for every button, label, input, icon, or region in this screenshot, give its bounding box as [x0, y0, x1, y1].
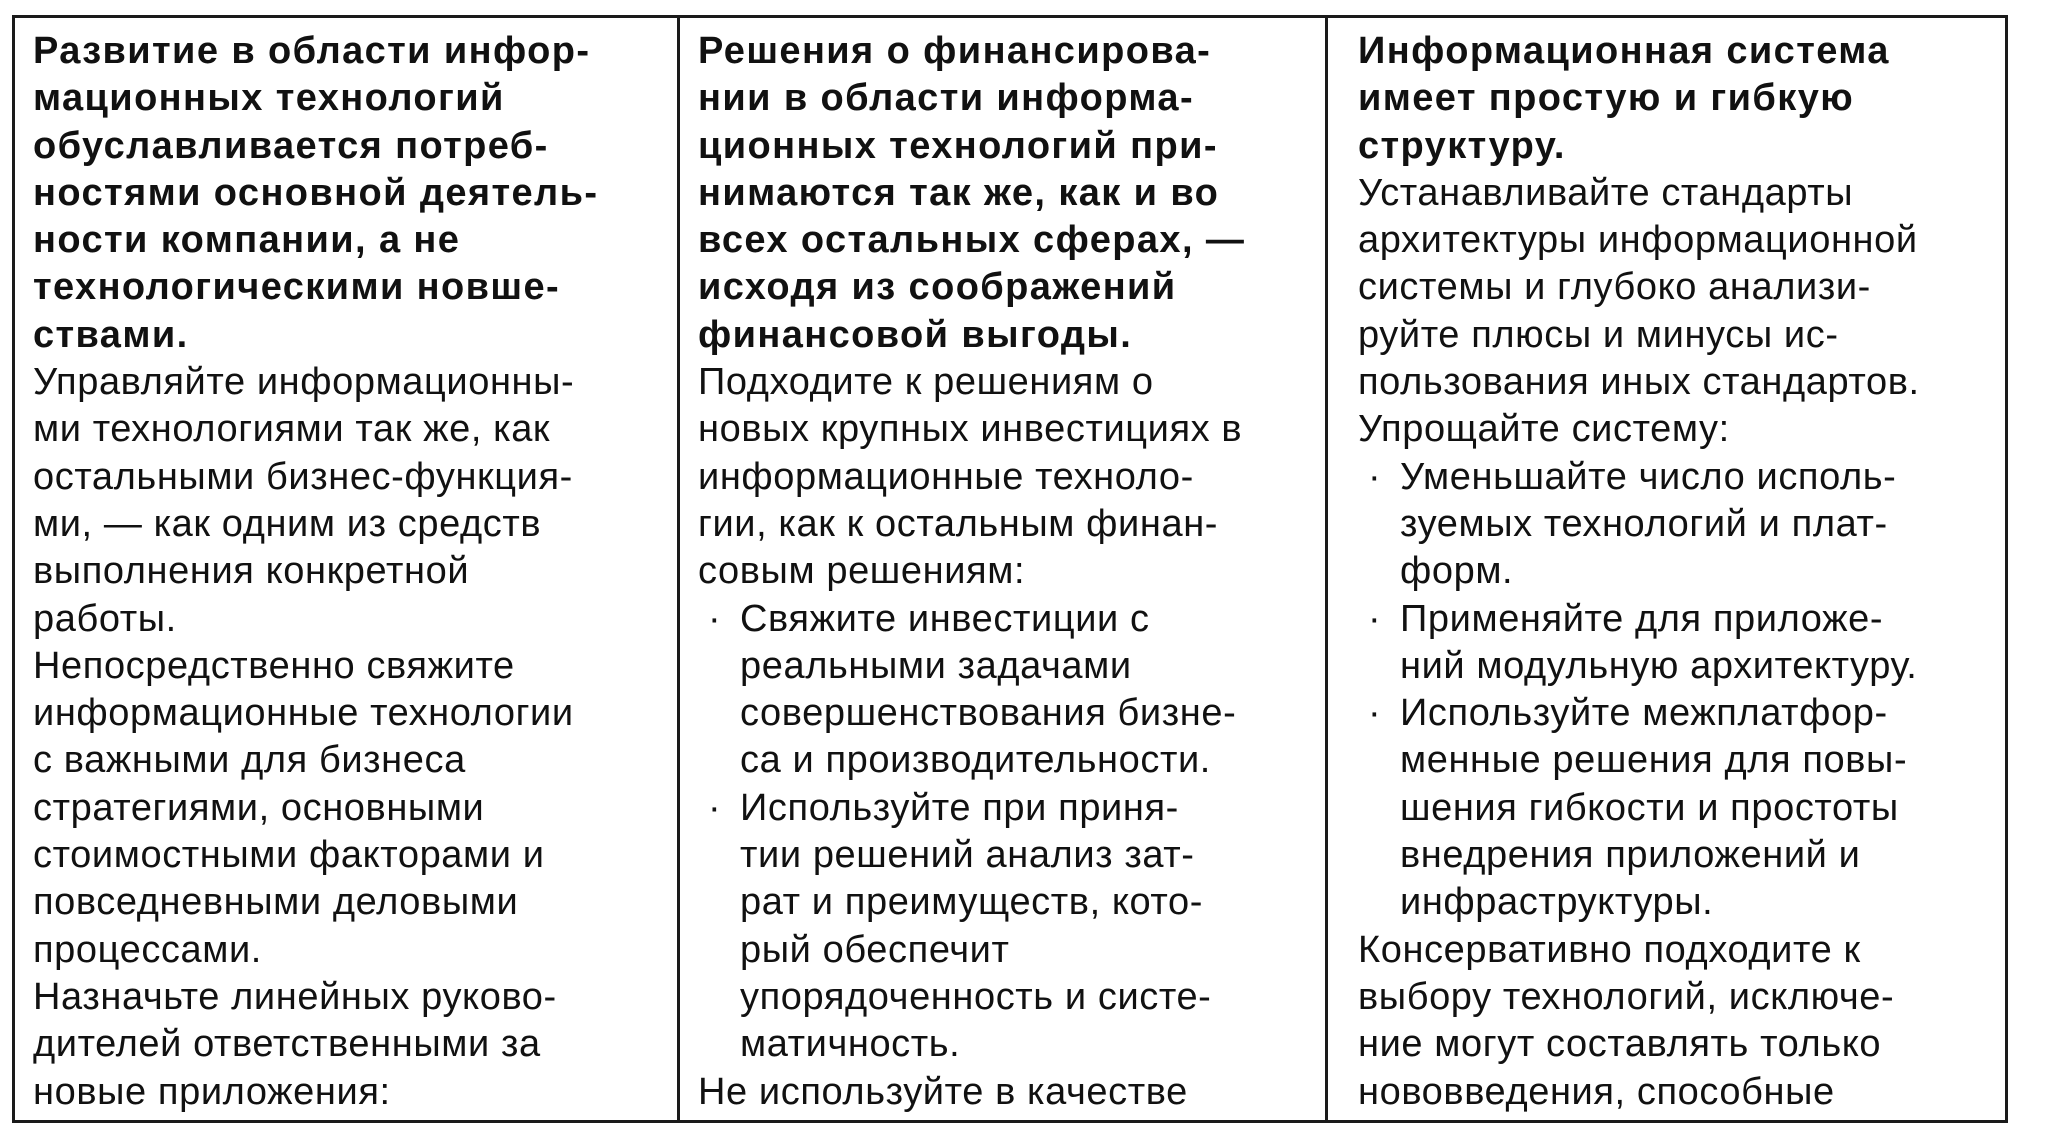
text-line: са и производительности. — [740, 739, 1211, 782]
text-line: нововведения, способные — [1358, 1070, 1835, 1113]
column-right — [1358, 28, 1998, 1116]
text-line: шения гибкости и простоты — [1400, 786, 1899, 829]
bullet-item-text: Свяжите инвестиции с — [740, 597, 1150, 640]
text-line: ми технологиями так же, как — [33, 408, 551, 451]
text-line: совым решениям: — [698, 550, 1026, 593]
bullet-item-text: Используйте межплатфор- — [1400, 692, 1888, 735]
bullet-item-text: Уменьшайте число исполь- — [1400, 455, 1897, 498]
column-divider-1 — [677, 15, 680, 1123]
text-line: стоимостными факторами и — [33, 834, 545, 877]
text-line: выполнения конкретной — [33, 550, 470, 593]
text-line: остальными бизнес-функция- — [33, 455, 573, 498]
text-line: зуемых технологий и плат- — [1400, 502, 1888, 545]
bullet-item-text: Используйте при приня- — [740, 786, 1179, 829]
bullet-icon: · — [708, 597, 722, 640]
text-line: процессами. — [33, 928, 262, 971]
text-line: системы и глубоко анализи- — [1358, 266, 1871, 309]
text-line: тии решений анализ зат- — [740, 834, 1195, 877]
column-left — [33, 28, 673, 1116]
bullet-icon: · — [708, 786, 722, 829]
text-line: ний модульную архитектуру. — [1400, 644, 1918, 687]
heading-line: Развитие в области инфор- — [33, 30, 591, 72]
heading-line: всех остальных сферах, — — [698, 219, 1246, 262]
bullet-item-text: Применяйте для приложе- — [1400, 597, 1884, 640]
text-line: дителей ответственными за — [33, 1023, 541, 1066]
text-line: информационные технологии — [33, 692, 574, 735]
text-line: работы. — [33, 597, 177, 640]
text-line: совершенствования бизне- — [740, 692, 1237, 735]
bullet-icon: · — [1368, 597, 1382, 640]
bullet-item-line — [1358, 690, 1998, 737]
text-line: Подходите к решениям о — [698, 361, 1154, 404]
text-line: повседневными деловыми — [33, 881, 519, 924]
heading-line: ности компании, а не — [33, 219, 461, 262]
heading-line: исходя из соображений — [698, 266, 1177, 309]
heading-line: Информационная система — [1358, 30, 1890, 72]
heading-line: мационных технологий — [33, 77, 505, 120]
heading-line: структуру. — [1358, 124, 1566, 167]
text-line: с важными для бизнеса — [33, 739, 466, 782]
text-line: форм. — [1400, 550, 1514, 593]
bullet-item-line — [1358, 596, 1998, 643]
text-line: ние могут составлять только — [1358, 1023, 1882, 1066]
text-line: рат и преимуществ, кото- — [740, 881, 1203, 924]
heading-line: нии в области информа- — [698, 77, 1195, 120]
text-line: реальными задачами — [740, 644, 1132, 687]
text-line: пользования иных стандартов. — [1358, 361, 1920, 404]
text-line: архитектуры информационной — [1358, 219, 1918, 262]
text-line: новых крупных инвестициях в — [698, 408, 1243, 451]
text-line: Назначьте линейных руково- — [33, 975, 557, 1018]
text-line: инфраструктуры. — [1400, 881, 1714, 924]
text-line: Упрощайте систему: — [1358, 408, 1730, 451]
text-line: стратегиями, основными — [33, 786, 485, 829]
text-line: матичность. — [740, 1023, 961, 1066]
text-line: информационные техноло- — [698, 455, 1194, 498]
text-line: упорядоченность и систе- — [740, 975, 1212, 1018]
heading-line: обуславливается потреб- — [33, 124, 549, 167]
text-line: Не используйте в качестве — [698, 1070, 1188, 1113]
bullet-item-line — [1358, 454, 1998, 501]
text-line: руйте плюсы и минусы ис- — [1358, 313, 1839, 356]
text-line: менные решения для повы- — [1400, 739, 1908, 782]
text-line: ми, — как одним из средств — [33, 502, 542, 545]
heading-line: ствами. — [33, 313, 189, 356]
text-line: Устанавливайте стандарты — [1358, 171, 1854, 214]
text-line: выбору технологий, исключе- — [1358, 975, 1895, 1018]
heading-line: нимаются так же, как и во — [698, 171, 1220, 214]
bullet-item-line — [698, 596, 1318, 643]
text-line: Непосредственно свяжите — [33, 644, 515, 687]
heading-line: Решения о финансирова- — [698, 30, 1212, 72]
heading-line: финансовой выгоды. — [698, 313, 1133, 356]
heading-line: ностями основной деятель- — [33, 171, 599, 214]
heading-line: имеет простую и гибкую — [1358, 77, 1855, 120]
heading-line: ционных технологий при- — [698, 124, 1218, 167]
column-divider-2 — [1325, 15, 1328, 1123]
bullet-icon: · — [1368, 692, 1382, 735]
text-line: Консервативно подходите к — [1358, 928, 1861, 971]
bullet-icon: · — [1368, 455, 1382, 498]
column-middle — [698, 28, 1318, 1116]
heading-line: технологическими новше- — [33, 266, 561, 309]
bullet-item-line — [698, 785, 1318, 832]
text-line: гии, как к остальным финан- — [698, 502, 1219, 545]
text-line: рый обеспечит — [740, 928, 1010, 971]
text-line: Управляйте информационны- — [33, 361, 575, 404]
text-line: внедрения приложений и — [1400, 834, 1861, 877]
text-line: новые приложения: — [33, 1070, 391, 1113]
